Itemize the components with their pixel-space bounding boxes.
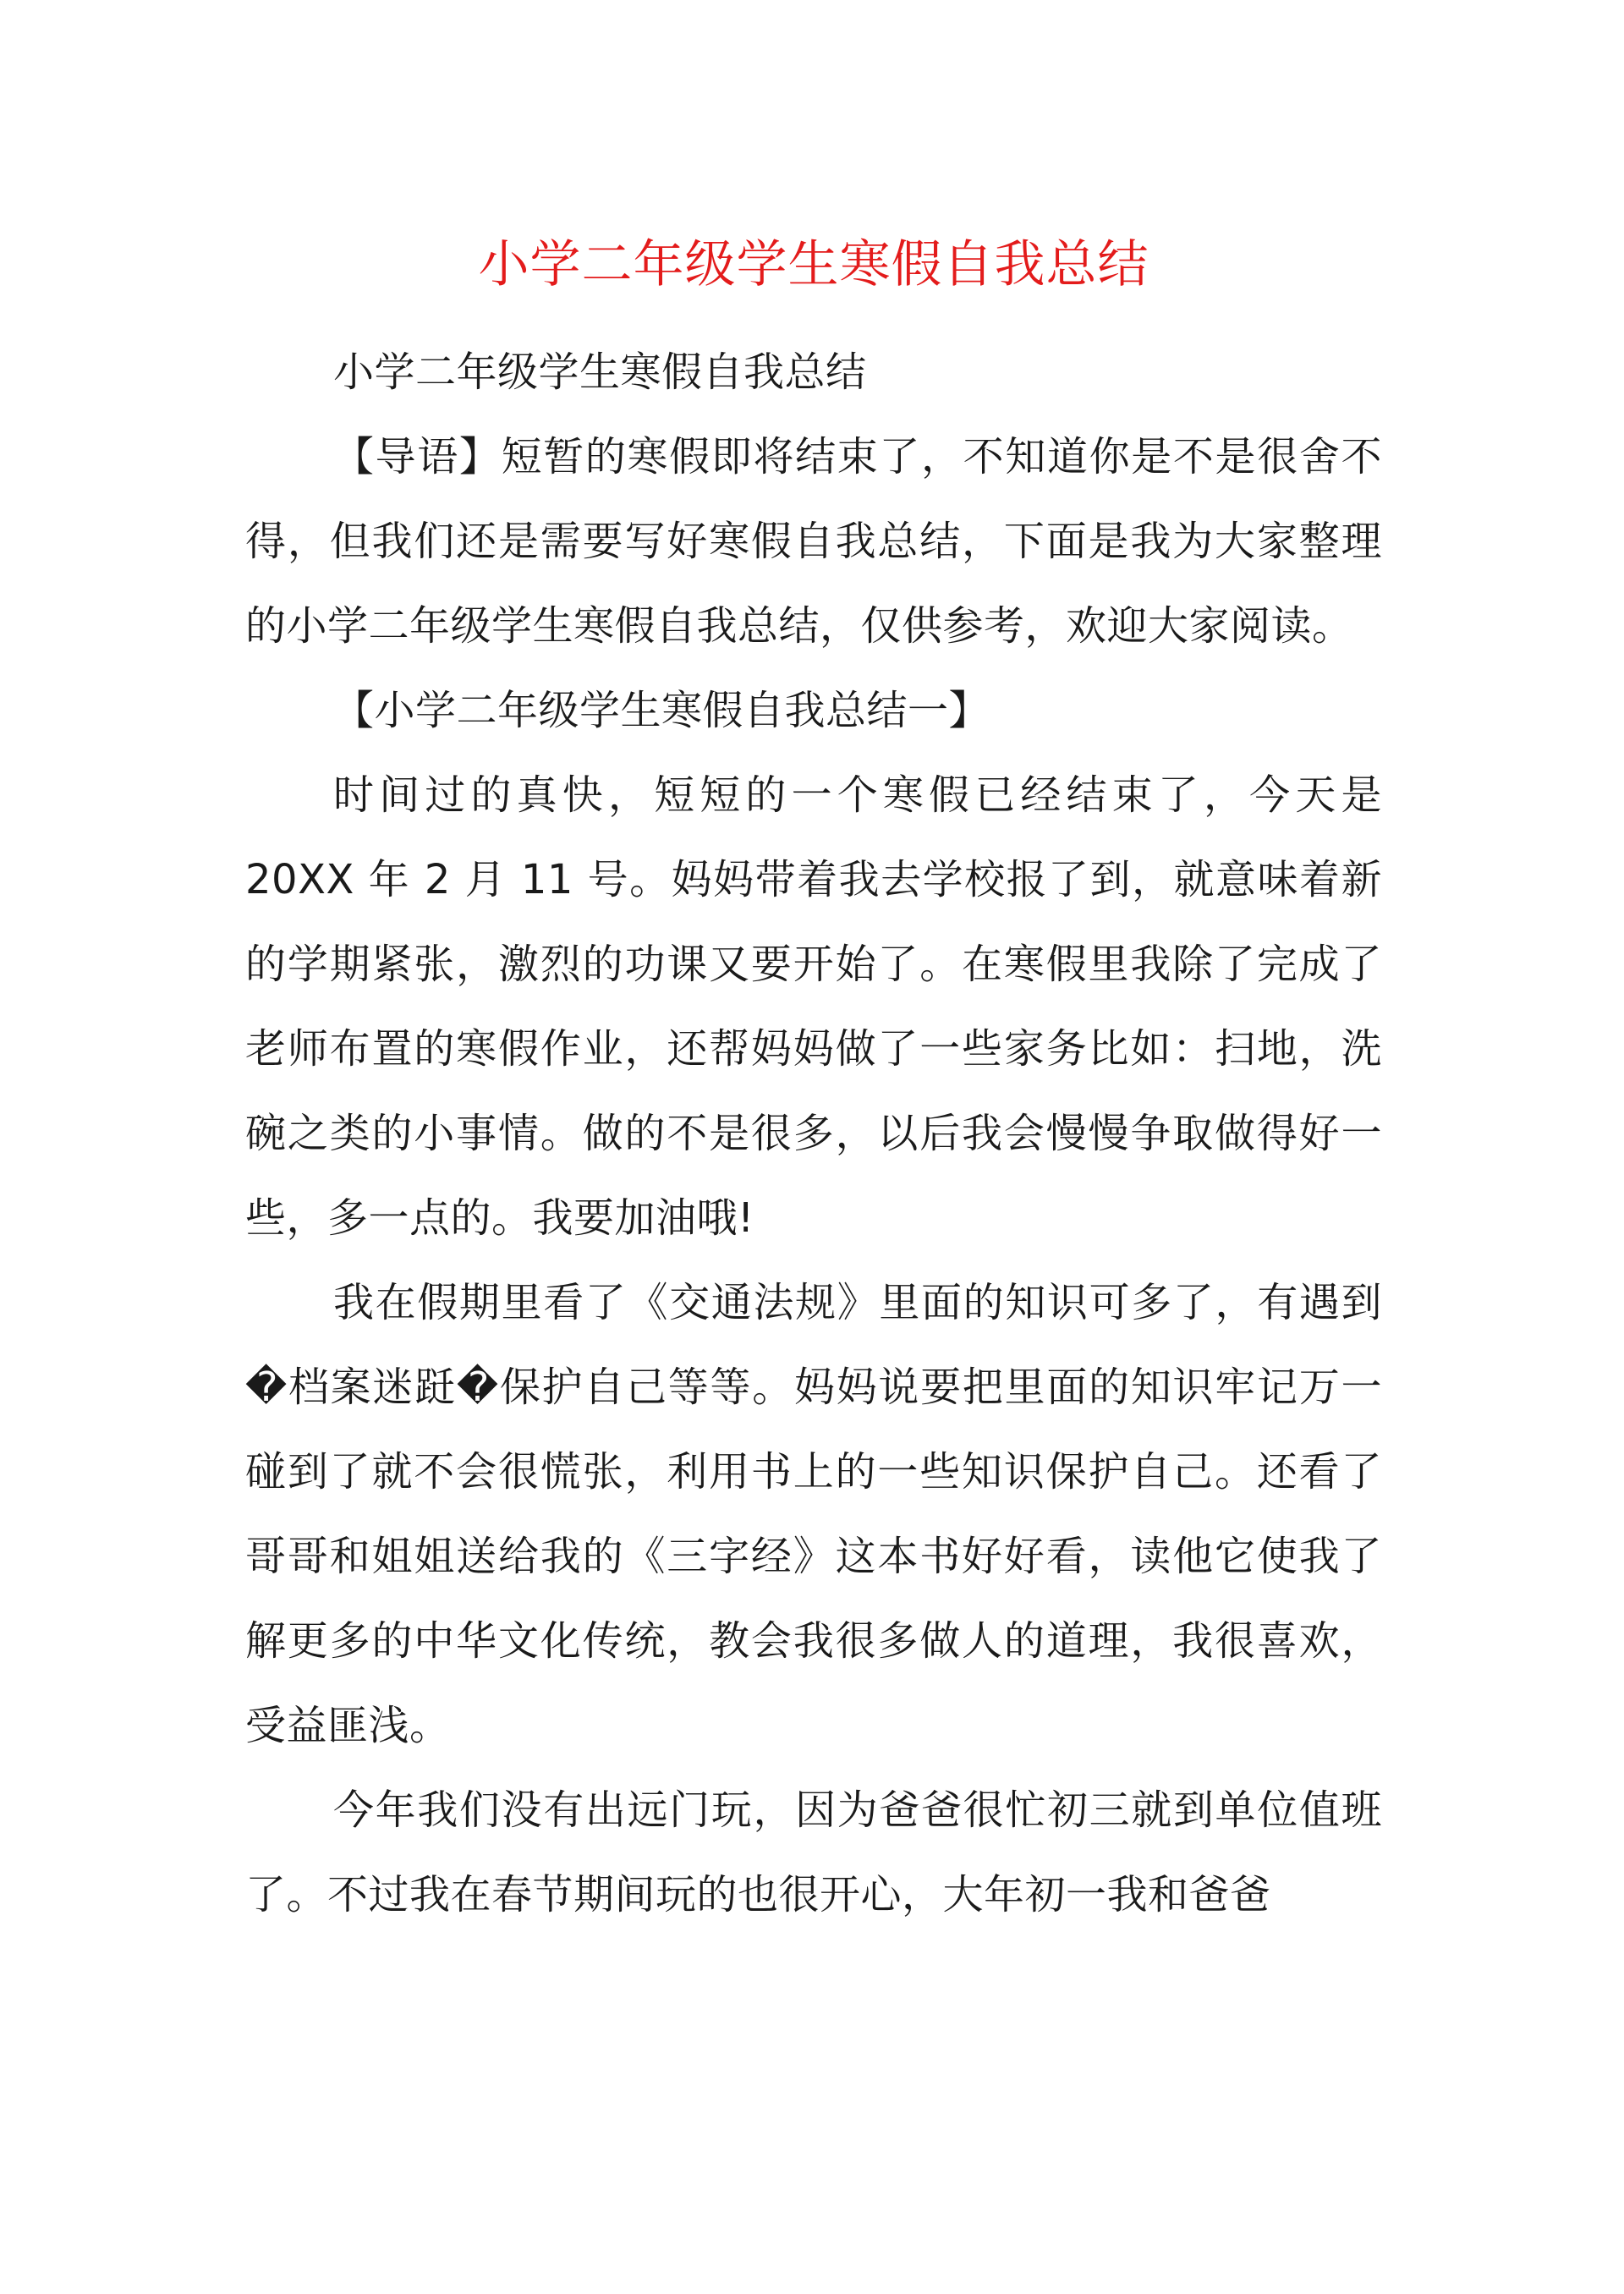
- document-body: [245, 227, 1382, 1937]
- body-paragraph: 我在假期里看了《交通法规》里面的知识可多了，有遇到�档案迷跹�保护自己等等。妈妈说要把里面的知识牢记万一碰到了就不会很慌张，利用书上的一些知识保护自己。还看了哥哥和姐姐送给我的《三字经》这本书好好看，读他它使我了解更多的中华文化传统，教会我很多做人的道理，我很喜欢，受益匪浅。: [245, 1279, 1382, 1749]
- body-paragraph: 今年我们没有出远门玩，因为爸爸很忙初三就到单位值班了。不过我在春节期间玩的也很开心，大年初一我和爸爸: [245, 1786, 1382, 1918]
- section-heading: 【小学二年级学生寒假自我总结一】: [333, 687, 990, 734]
- intro-paragraph: 【导语】短暂的寒假即将结束了，不知道你是不是很舍不得，但我们还是需要写好寒假自我总结，下面是我为大家整理的小学二年级学生寒假自我总结，仅供参考，欢迎大家阅读。: [245, 433, 1382, 650]
- document-title: 小学二年级学生寒假自我总结: [478, 235, 1149, 294]
- body-paragraph: 时间过的真快，短短的一个寒假已经结束了，今天是20XX 年 2 月 11 号。妈妈带着我去学校报了到，就意味着新的学期紧张，激烈的功课又要开始了。在寒假里我除了完成了老师布置的寒假作业，还帮妈妈做了一些家务比如：扫地，洗碗之类的小事情。做的不是很多，以后我会慢慢争取做得好一些，多一点的。我要加油哦!: [245, 771, 1382, 1242]
- document-subtitle: 小学二年级学生寒假自我总结: [333, 348, 867, 396]
